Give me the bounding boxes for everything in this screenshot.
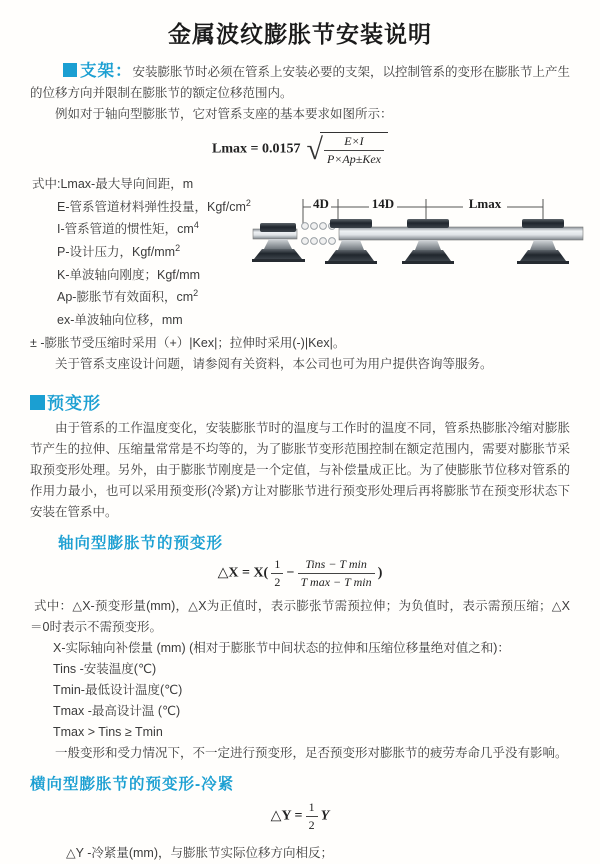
plus-minus-note: ± -膨胀节受压缩时采用（+）|Kex|；拉伸时采用(-)|Kex|。	[30, 335, 346, 350]
section-marker-icon	[30, 395, 45, 410]
axial-formula-minus: −	[286, 564, 295, 580]
axial-preform-heading: 轴向型膨胀节的预变形	[58, 534, 224, 552]
temp-definition-item: Tins -安装温度(℃)	[53, 661, 157, 676]
page-title: 金属波纹膨胀节安装说明	[168, 21, 432, 47]
lateral-formula-lhs: △Y =	[270, 807, 303, 823]
lateral-preform-heading: 横向型膨胀节的预变形-冷紧	[30, 775, 235, 793]
lateral-formula-rhs: Y	[320, 807, 330, 823]
lateral-note-text: △Y -冷紧量(mm)，与膨胀节实际位移方向相反；	[66, 845, 334, 860]
support-section-heading: 支架：	[80, 62, 133, 80]
temp-definition-item: Tmin-最低设计温度(℃)	[53, 682, 183, 697]
dim-label-lmax: Lmax	[468, 196, 502, 211]
guide-support	[517, 219, 569, 264]
x-definition-text: X-实际轴向补偿量 (mm) (相对于膨胀节中间状态的拉伸和压缩位移量绝对值之和)：	[53, 640, 510, 655]
definitions-and-figure	[30, 171, 596, 330]
lmax-formula-numerator: E×I	[324, 134, 384, 151]
definition-item: K-单波轴向刚度；Kgf/mm	[57, 267, 201, 282]
definition-item: P-设计压力，Kgf/$mm^2$	[57, 242, 181, 260]
sqrt-expression	[307, 132, 388, 167]
lmax-formula-lhs: Lmax = 0.0157	[212, 141, 301, 157]
definition-item: ex-单波轴向位移，mm	[57, 313, 183, 328]
preform-body-text: 由于管系的工作温度变化，安装膨胀节时的温度与工作时的温度不同，管系热膨胀冷缩对膨胀节产生的拉伸、压缩量常常是不均等的，为了膨胀节变形范围控制在额定范围内，需要对膨胀节采取预变形处理。另外，由于膨胀节刚度是一个定值，与补偿量成正比。为了使膨胀节位移对管系的作用力最小，也可以采用预变形(冷紧)方让对膨胀节进行预变形处理后再将膨胀节在预变形状态下安装在管系中。	[30, 420, 570, 519]
dim-label-4d: 4D	[312, 196, 329, 211]
axial-formula-rhs: )	[377, 564, 383, 580]
support-intro-paragraph	[30, 61, 570, 104]
preform-section-heading: 预变形	[30, 389, 570, 414]
pipe	[339, 227, 583, 240]
symbol-definitions-list	[30, 171, 251, 330]
axial-explain-text: 式中：△X-预变形量(mm)，△X为正值时，表示膨张节需预拉伸；为负值时，表示需预压缩；△X＝0时表示不需预变形。	[30, 598, 570, 634]
lmax-formula-denominator: P×Ap±Kex	[326, 152, 381, 166]
lmax-formula	[30, 132, 570, 167]
definition-item: I-管系管道的惯性矩，$cm^4$	[57, 220, 199, 237]
definition-item: Ap-膨胀节有效面积，$cm^2$	[57, 288, 199, 305]
consult-note: 关于管系支座设计问题，请参阅有关资料，本公司也可为用户提供咨询等服务。	[55, 356, 493, 371]
dim-label-14d: 14D	[371, 196, 395, 211]
temp-definition-item: Tmax -最高设计温 (℃)	[53, 703, 181, 718]
axial-formula	[30, 557, 570, 590]
axial-note-text: 一般变形和受力情况下，不一定进行预变形，足否预变形对膨胀节的疲劳寿命几乎没有影响。	[55, 745, 568, 760]
support-intro-text: 安装膨胀节时必须在管系上安装必要的支架，以控制管系的变形在膨胀节上产生的位移方向并限制在膨胀节的额定位移范围内。	[30, 65, 571, 100]
guide-support	[402, 219, 454, 264]
figure-container	[251, 171, 600, 330]
lateral-formula-fraction: $\frac{1}{2}$	[306, 800, 318, 833]
axial-formula-temp-fraction: $\frac{\text{Tins − T min}}{\text{T max − T min}}$	[298, 557, 375, 590]
axial-formula-half-fraction: $\frac{1}{2}$	[271, 557, 283, 590]
temperature-definitions	[30, 659, 570, 743]
lateral-formula	[30, 800, 570, 833]
axial-formula-lhs: △X = X(	[217, 564, 269, 580]
definition-item: 式中:Lmax-最大导向间距，m	[32, 177, 194, 192]
support-spacing-diagram	[251, 193, 600, 289]
radical-sign-icon: √	[306, 132, 323, 166]
definition-item: E-管系管道材料弹性投量，Kgf/$cm^2$	[57, 197, 251, 214]
section-marker-icon	[63, 63, 77, 77]
support-example-text: 例如对于轴向型膨胀节，它对管系支座的基本要求如图所示：	[55, 107, 393, 121]
temp-definition-item: Tmax > Tins ≥ Tmin	[53, 724, 163, 739]
